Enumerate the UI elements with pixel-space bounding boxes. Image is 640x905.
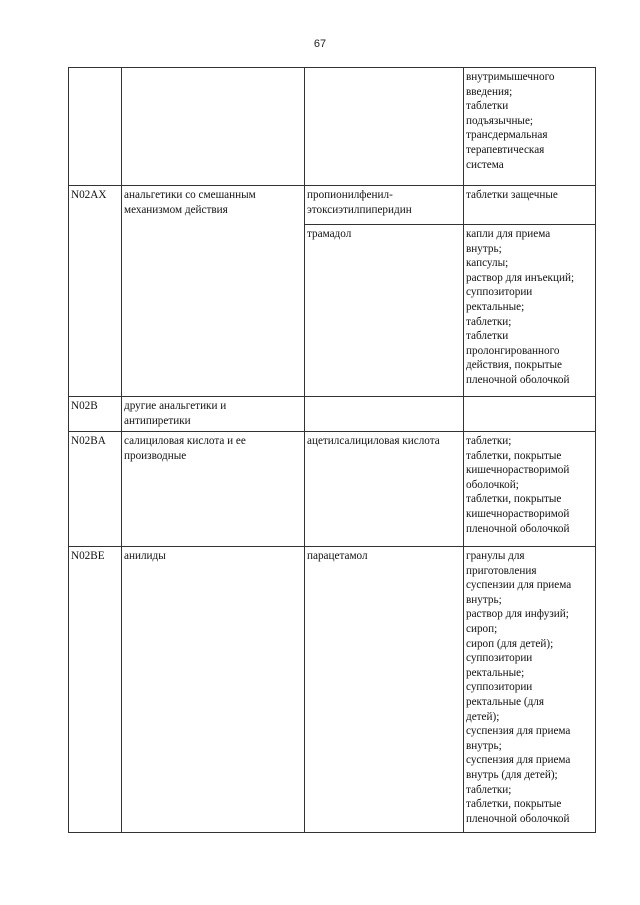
drug-table: [68, 67, 596, 833]
table-row: [69, 547, 596, 833]
drug-name-cell: [305, 68, 464, 186]
drug-name-cell: парацетамол: [305, 547, 464, 833]
group-cell: [122, 68, 305, 186]
atc-code-cell: N02BA: [69, 432, 122, 547]
atc-code-cell: N02BE: [69, 547, 122, 833]
dosage-form-cell: [464, 397, 596, 432]
group-cell: другие анальгетики и антипиретики: [122, 397, 305, 432]
dosage-form-cell: таблетки защечные: [464, 186, 596, 225]
group-cell: анилиды: [122, 547, 305, 833]
group-cell: анальгетики со смешанным механизмом действия: [122, 186, 305, 397]
atc-code-cell: N02AX: [69, 186, 122, 397]
dosage-form-cell: капли для приема внутрь; капсулы; раствор для инъекций; суппозитории ректальные; таблетки; таблетки пролонгированного действия, покрытые пленочной оболочкой: [464, 225, 596, 397]
page-number: 67: [313, 38, 327, 50]
table-row: [69, 68, 596, 186]
drug-name-cell: трамадол: [305, 225, 464, 397]
dosage-form-cell: гранулы для приготовления суспензии для приема внутрь; раствор для инфузий; сироп; сироп (для детей); суппозитории ректальные; суппозитории ректальные (для детей); суспензия для приема внутрь; суспензия для приема внутрь (для детей); таблетки; таблетки, покрытые пленочной оболочкой: [464, 547, 596, 833]
drug-name-cell: ацетилсалициловая кислота: [305, 432, 464, 547]
atc-code-cell: N02B: [69, 397, 122, 432]
table-row: [69, 397, 596, 432]
drug-name-cell: [305, 397, 464, 432]
table-row: [69, 186, 596, 225]
table-row: [69, 432, 596, 547]
group-cell: салициловая кислота и ее производные: [122, 432, 305, 547]
drug-name-cell: пропионилфенил- этоксиэтилпиперидин: [305, 186, 464, 225]
dosage-form-cell: внутримышечного введения; таблетки подъязычные; трансдермальная терапевтическая система: [464, 68, 596, 186]
atc-code-cell: [69, 68, 122, 186]
dosage-form-cell: таблетки; таблетки, покрытые кишечнорастворимой оболочкой; таблетки, покрытые кишечнорастворимой пленочной оболочкой: [464, 432, 596, 547]
